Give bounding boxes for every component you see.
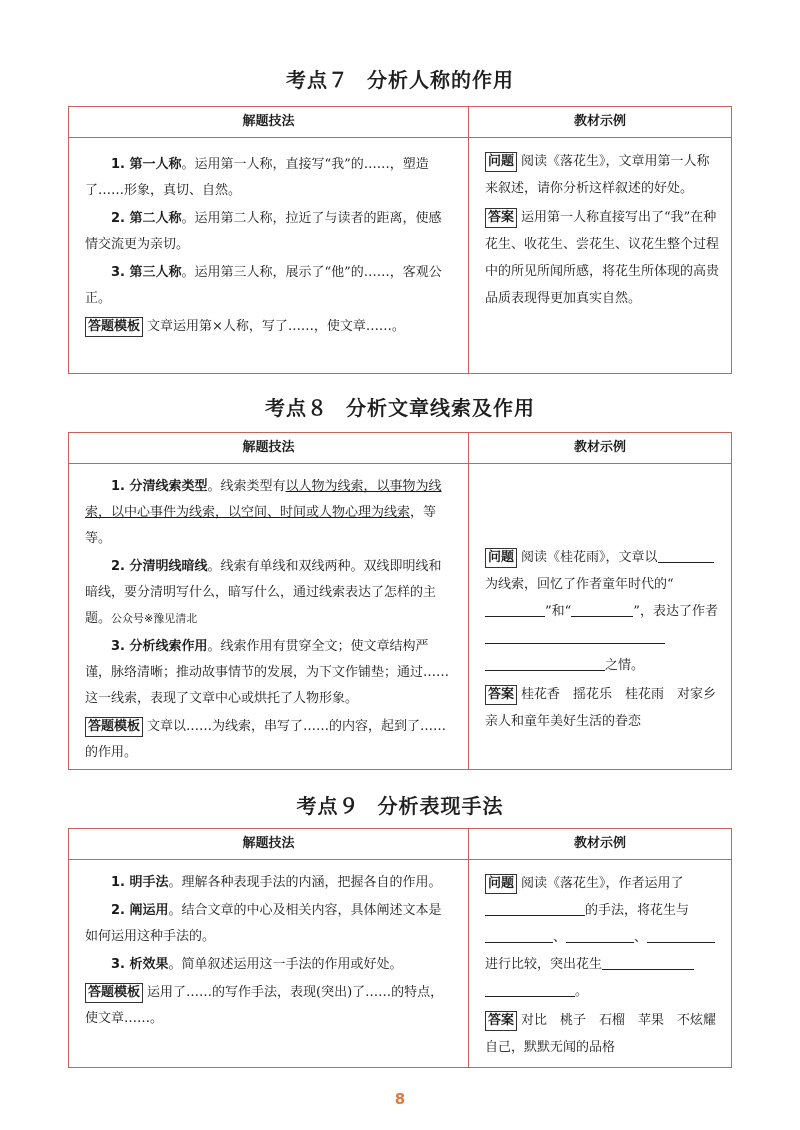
section-9-title: [0, 790, 800, 819]
section-7-number: 考点７: [286, 68, 349, 92]
section-9-number: 考点９: [296, 794, 360, 818]
section-8-example-column: [469, 433, 731, 769]
s9-question: 问题 阅读《落花生》，作者运用了 的手法，将花生与 、 、 进行比较，突出花生 。: [485, 870, 719, 1005]
section-9-method-header: 解题技法: [69, 829, 468, 860]
s8-answer-template: 答题模板 文章以……为线索，串写了……的内容，起到了……的作用。: [85, 719, 447, 760]
s9-answer: 答案 对比 桃子 石榴 苹果 不炫耀自己，默默无闻的品格: [485, 1013, 717, 1055]
s7-point-2: 2. 第二人称。运用第二人称，拉近了与读者的距离，使感情交流更为亲切。: [85, 211, 442, 252]
s7-question: 问题 阅读《落花生》，文章用第一人称来叙述，请你分析这样叙述的好处。: [485, 154, 710, 196]
s7-answer-template: 答题模板 文章运用第×人称，写了……，使文章……。: [85, 314, 454, 340]
section-8-number: 考点８: [265, 396, 328, 420]
section-9-heading: 分析表现手法: [377, 794, 504, 818]
s9-point-1: 1. 明手法。理解各种表现手法的内涵，把握各自的作用。: [111, 875, 442, 890]
section-7-example-header: 教材示例: [469, 107, 731, 138]
section-8-example-header: 教材示例: [469, 433, 731, 464]
section-8-title: [0, 392, 800, 421]
section-7-example-column: [469, 107, 731, 373]
s7-point-1: 1. 第一人称。运用第一人称，直接写“我”的……，塑造了……形象，真切、自然。: [85, 157, 429, 198]
section-8-table: [68, 432, 732, 770]
section-8-method-header: 解题技法: [69, 433, 468, 464]
page-number: 8: [394, 1090, 406, 1108]
s8-question: 问题 阅读《桂花雨》，文章以为线索，回忆了作者童年时代的“”和“ ”，表达了作者 之情。: [485, 544, 719, 679]
s8-answer: 答案 桂花香 摇花乐 桂花雨 对家乡亲人和童年美好生活的眷恋: [485, 687, 717, 729]
section-8-method-column: [69, 433, 469, 769]
section-9-method-column: [69, 829, 469, 1067]
s8-point-1: 1. 分清线索类型。线索类型有以人物为线索，以事物为线索，以中心事件为线索，以空间、时间或人物心理为线索，等等。: [85, 479, 442, 546]
watermark-text: 公众号※豫见清北: [111, 612, 198, 625]
s7-point-3: 3. 第三人称。运用第三人称，展示了“他”的……，客观公正。: [85, 265, 442, 306]
section-7-title: [0, 64, 800, 93]
s9-point-2: 2. 阐运用。结合文章的中心及相关内容，具体阐述文本是如何运用这种手法的。: [85, 903, 442, 944]
s7-answer: 答案 运用第一人称直接写出了“我”在种花生、收花生、尝花生、议花生整个过程中的所见所闻所感，将花生所体现的高贵品质表现得更加真实自然。: [485, 210, 720, 306]
section-8-heading: 分析文章线索及作用: [346, 396, 535, 420]
section-7-method-column: [69, 107, 469, 373]
section-7-heading: 分析人称的作用: [367, 68, 514, 92]
section-9-example-header: 教材示例: [469, 829, 731, 860]
s9-answer-template: 答题模板 运用了……的写作手法，表现(突出)了……的特点，使文章……。: [85, 985, 444, 1026]
section-7-method-header: 解题技法: [69, 107, 468, 138]
s8-point-2: 2. 分清明线暗线。线索有单线和双线两种。双线即明线和暗线，要分清明写什么，暗写什么，通过线索表达了怎样的主题。公众号※豫见清北: [85, 559, 442, 626]
section-9-example-column: [469, 829, 731, 1067]
s8-point-3: 3. 分析线索作用。线索作用有贯穿全文；使文章结构严谨，脉络清晰；推动故事情节的发展，为下文作铺垫；通过……这一线索，表现了文章中心或烘托了人物形象。: [85, 639, 450, 706]
s9-point-3: 3. 析效果。简单叙述运用这一手法的作用或好处。: [111, 957, 403, 972]
section-9-table: [68, 828, 732, 1068]
section-7-table: [68, 106, 732, 374]
